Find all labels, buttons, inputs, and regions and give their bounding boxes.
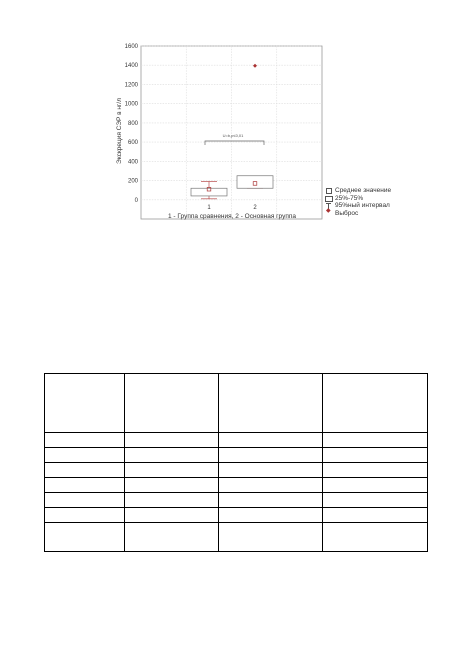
table-cell <box>125 478 219 493</box>
significance-bracket <box>205 141 264 145</box>
table-cell <box>45 493 125 508</box>
table-row <box>45 508 428 523</box>
y-tick-labels <box>125 44 139 204</box>
legend-label-outlier: Выброс <box>335 209 359 217</box>
table-cell <box>219 523 323 552</box>
legend-item-mean <box>325 187 391 195</box>
legend-item-outlier <box>325 210 391 218</box>
table-cell <box>45 374 125 433</box>
table-cell <box>323 508 428 523</box>
y-tick-label: 200 <box>127 178 138 185</box>
table-cell <box>45 523 125 552</box>
legend-label-mean: Среднее значение <box>335 187 392 194</box>
x-tick-label: 1 <box>207 205 211 211</box>
legend-label-ci: 95%ный интервал <box>335 202 390 209</box>
table-cell <box>219 508 323 523</box>
table-cell <box>219 448 323 463</box>
box-series <box>191 64 273 199</box>
table-cell <box>125 374 219 433</box>
table-cell <box>219 374 323 433</box>
outlier-point <box>253 64 257 68</box>
table-cell <box>125 493 219 508</box>
chart-legend <box>325 187 391 217</box>
table-row <box>45 523 428 552</box>
legend-item-iqr <box>325 195 391 203</box>
iqr-box <box>237 176 273 188</box>
table-row <box>45 478 428 493</box>
table-cell <box>219 478 323 493</box>
table-row <box>45 433 428 448</box>
table-cell <box>45 463 125 478</box>
y-tick-label: 600 <box>127 140 138 147</box>
y-tick-label: 1200 <box>124 82 138 89</box>
table-cell <box>125 433 219 448</box>
y-tick-label: 800 <box>127 120 138 127</box>
y-tick-label: 400 <box>127 159 138 166</box>
legend-item-ci <box>325 202 391 210</box>
table-row <box>45 493 428 508</box>
table-cell <box>323 448 428 463</box>
table-cell <box>45 448 125 463</box>
table-cell <box>323 433 428 448</box>
table-cell <box>125 523 219 552</box>
table-cell <box>323 374 428 433</box>
box-marker-icon <box>325 195 332 201</box>
mean-marker-icon <box>325 188 332 194</box>
table-cell <box>125 508 219 523</box>
table-cell <box>125 463 219 478</box>
empty-data-table <box>44 373 428 552</box>
table-cell <box>219 433 323 448</box>
legend-label-iqr: 25%-75% <box>335 194 364 202</box>
table-cell <box>45 433 125 448</box>
y-axis-label: Экскреция СЭР в нг/л <box>116 98 123 164</box>
table-cell <box>125 448 219 463</box>
x-tick-labels <box>207 205 257 211</box>
significance-annotation: U=b,p≤0,01 <box>222 133 244 138</box>
y-tick-label: 1600 <box>124 44 138 50</box>
y-tick-label: 1000 <box>124 101 138 108</box>
table-cell <box>323 523 428 552</box>
x-tick-label: 2 <box>253 205 257 211</box>
y-tick-label: 0 <box>134 197 138 204</box>
table-cell <box>45 508 125 523</box>
iqr-box <box>191 188 227 196</box>
table-cell <box>323 478 428 493</box>
table-cell <box>323 493 428 508</box>
table-header-row <box>45 374 428 433</box>
table-cell <box>219 463 323 478</box>
x-axis-label: 1 - Группа сравнения, 2 - Основная группа <box>168 213 296 220</box>
table-cell <box>45 478 125 493</box>
table-cell <box>323 463 428 478</box>
table-cell <box>219 493 323 508</box>
table-row <box>45 463 428 478</box>
y-tick-label: 1400 <box>124 63 138 70</box>
table-row <box>45 448 428 463</box>
outlier-marker-icon <box>325 210 332 216</box>
